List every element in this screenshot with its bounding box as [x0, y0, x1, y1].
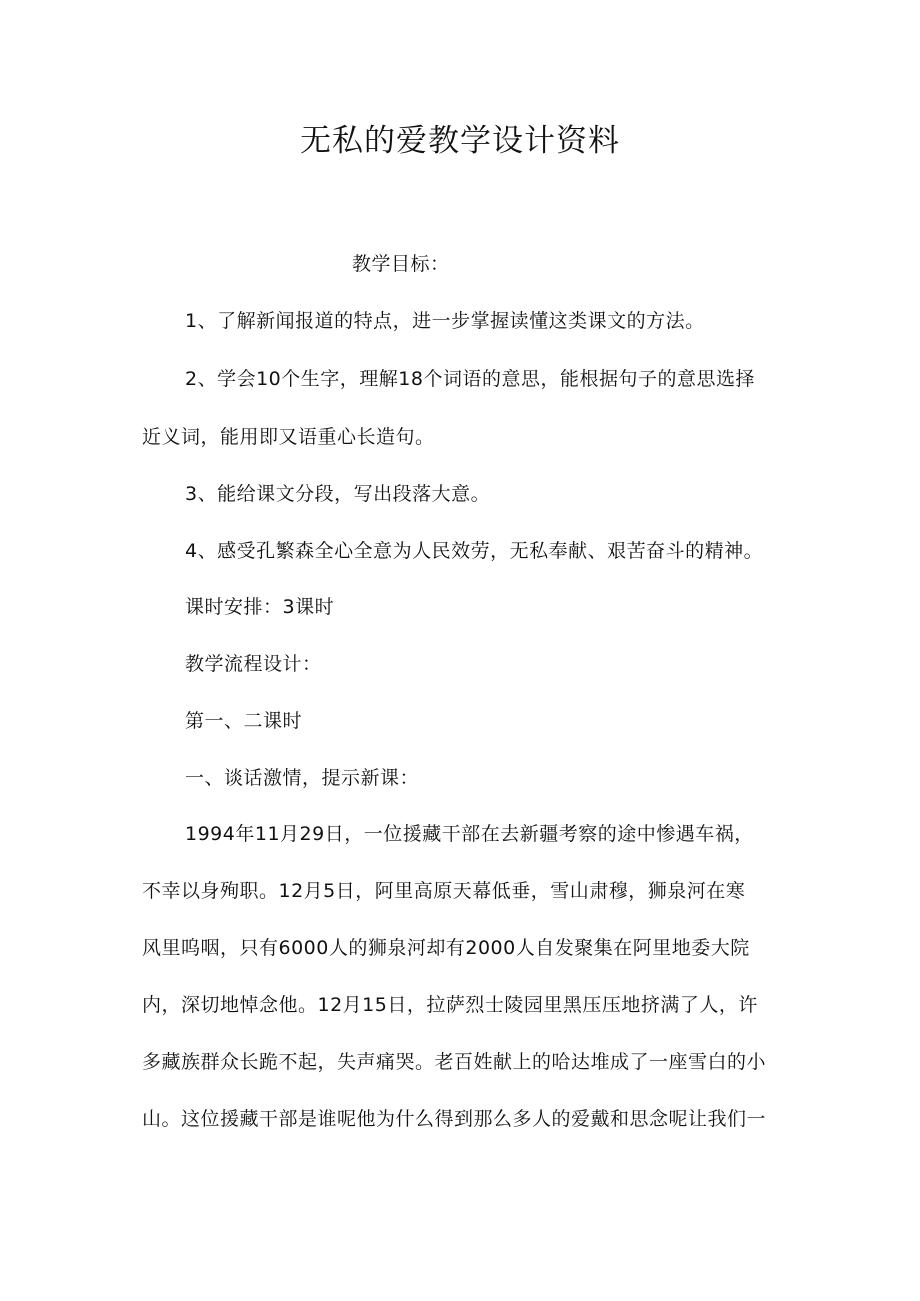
lesson-heading: 第一、二课时: [185, 710, 303, 732]
flow-heading: 教学流程设计：: [185, 653, 322, 675]
goal-item-3: 3、能给课文分段，写出段落大意。: [185, 483, 491, 505]
schedule-line: 课时安排：3课时: [185, 596, 335, 618]
paragraph-line-4: 内，深切地悼念他。12月15日，拉萨烈士陵园里黑压压地挤满了人，许: [142, 994, 758, 1016]
paragraph-line-3: 风里呜咽，只有6000人的狮泉河却有2000人自发聚集在阿里地委大院: [142, 937, 750, 959]
paragraph-line-1: 1994年11月29日，一位援藏干部在去新疆考察的途中惨遇车祸，: [185, 823, 754, 845]
paragraph-line-5: 多藏族群众长跪不起，失声痛哭。老百姓献上的哈达堆成了一座雪白的小: [142, 1051, 767, 1073]
goal-item-1: 1、了解新闻报道的特点，进一步掌握读懂这类课文的方法。: [185, 310, 705, 332]
goal-item-4: 4、感受孔繁森全心全意为人民效劳，无私奉献、艰苦奋斗的精神。: [185, 540, 764, 562]
section-heading-1: 一、谈话激情，提示新课：: [185, 767, 420, 789]
paragraph-line-6: 山。这位援藏干部是谁呢他为什么得到那么多人的爱戴和思念呢让我们一: [142, 1108, 767, 1130]
goals-heading: 教学目标：: [352, 253, 450, 275]
document-title: 无私的爱教学设计资料: [300, 123, 620, 159]
goal-item-2-line-1: 2、学会10个生字，理解18个词语的意思，能根据句子的意思选择: [185, 368, 755, 390]
goal-item-2-line-2: 近义词，能用即又语重心长造句。: [142, 426, 435, 448]
paragraph-line-2: 不幸以身殉职。12月5日，阿里高原天幕低垂，雪山肃穆，狮泉河在寒: [142, 880, 746, 902]
